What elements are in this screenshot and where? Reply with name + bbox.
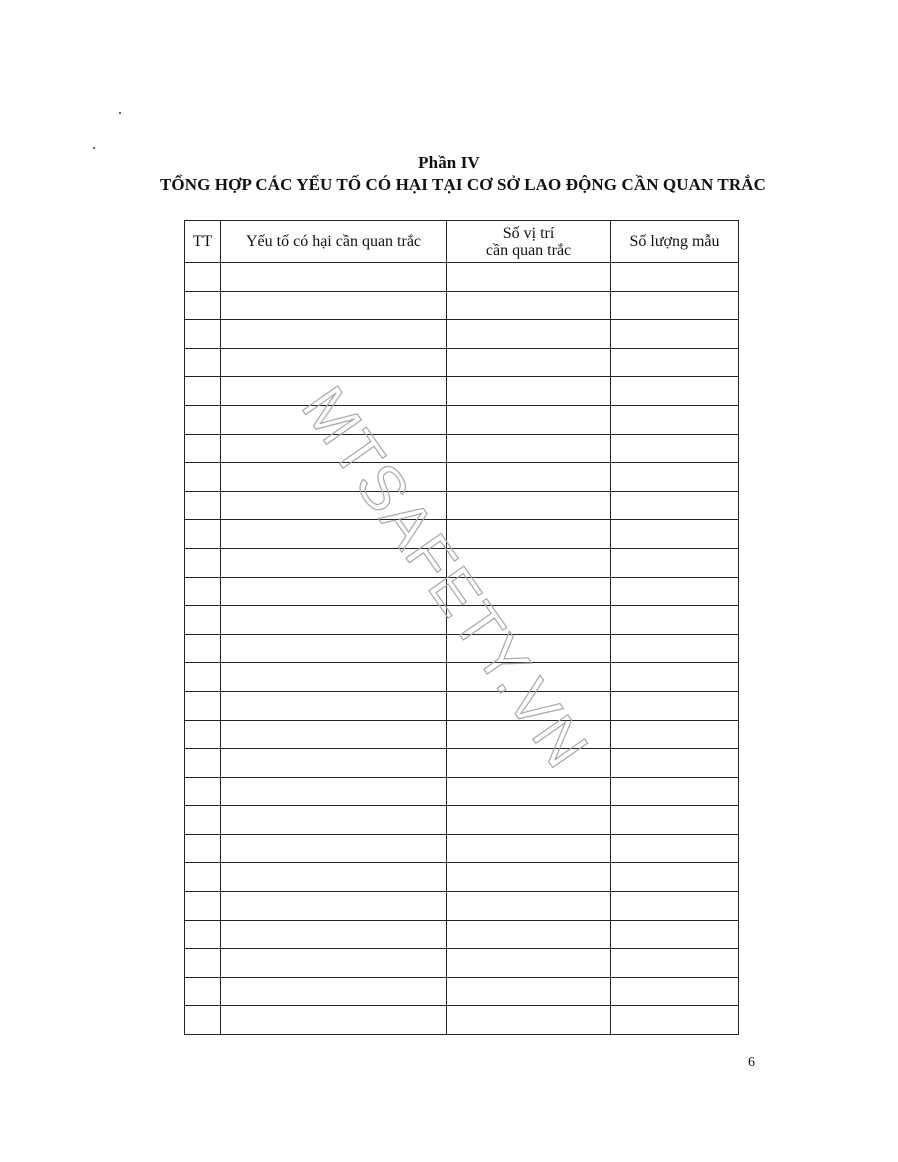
cell-tt <box>185 1006 221 1035</box>
cell-harmful-factor <box>221 777 447 806</box>
document-title: TỔNG HỢP CÁC YẾU TỐ CÓ HẠI TẠI CƠ SỞ LAO ĐỘNG CẦN QUAN TRẮC <box>159 175 766 194</box>
cell-tt <box>185 977 221 1006</box>
cell-sample-count <box>611 548 739 577</box>
header-positions <box>447 221 611 263</box>
cell-harmful-factor <box>221 491 447 520</box>
cell-harmful-factor <box>221 405 447 434</box>
table-row <box>185 634 739 663</box>
cell-harmful-factor <box>221 949 447 978</box>
table-row <box>185 548 739 577</box>
cell-harmful-factor <box>221 548 447 577</box>
cell-sample-count <box>611 348 739 377</box>
cell-positions <box>447 920 611 949</box>
cell-positions <box>447 434 611 463</box>
table-row <box>185 520 739 549</box>
cell-positions <box>447 977 611 1006</box>
cell-sample-count <box>611 463 739 492</box>
cell-sample-count <box>611 634 739 663</box>
cell-tt <box>185 520 221 549</box>
table-row <box>185 1006 739 1035</box>
cell-positions <box>447 348 611 377</box>
cell-harmful-factor <box>221 977 447 1006</box>
cell-sample-count <box>611 405 739 434</box>
cell-sample-count <box>611 920 739 949</box>
cell-harmful-factor <box>221 348 447 377</box>
monitoring-factors-table <box>184 220 739 1035</box>
table-row <box>185 892 739 921</box>
cell-harmful-factor <box>221 320 447 349</box>
table-row <box>185 920 739 949</box>
table-row <box>185 606 739 635</box>
cell-sample-count <box>611 977 739 1006</box>
scan-speck <box>119 112 121 114</box>
cell-tt <box>185 749 221 778</box>
section-heading: Phần IV <box>418 153 480 172</box>
cell-tt <box>185 634 221 663</box>
table-body <box>185 263 739 1035</box>
cell-harmful-factor <box>221 834 447 863</box>
table-row <box>185 491 739 520</box>
table-row <box>185 749 739 778</box>
cell-harmful-factor <box>221 577 447 606</box>
header-positions-line1: Số vị trí <box>502 224 555 242</box>
table-row <box>185 348 739 377</box>
cell-tt <box>185 434 221 463</box>
cell-sample-count <box>611 520 739 549</box>
cell-harmful-factor <box>221 806 447 835</box>
cell-sample-count <box>611 691 739 720</box>
cell-sample-count <box>611 720 739 749</box>
cell-harmful-factor <box>221 291 447 320</box>
table-row <box>185 577 739 606</box>
cell-positions <box>447 663 611 692</box>
cell-positions <box>447 806 611 835</box>
header-tt: TT <box>185 221 221 263</box>
cell-positions <box>447 291 611 320</box>
cell-sample-count <box>611 320 739 349</box>
cell-sample-count <box>611 434 739 463</box>
table-row <box>185 949 739 978</box>
scan-speck <box>93 147 95 149</box>
cell-sample-count <box>611 806 739 835</box>
cell-harmful-factor <box>221 920 447 949</box>
cell-tt <box>185 405 221 434</box>
cell-tt <box>185 263 221 292</box>
cell-tt <box>185 463 221 492</box>
table-row <box>185 405 739 434</box>
cell-sample-count <box>611 749 739 778</box>
table-row <box>185 291 739 320</box>
cell-positions <box>447 263 611 292</box>
table-row <box>185 463 739 492</box>
cell-harmful-factor <box>221 634 447 663</box>
cell-sample-count <box>611 606 739 635</box>
header-harmful-factor: Yếu tố có hại cần quan trắc <box>221 221 447 263</box>
cell-harmful-factor <box>221 663 447 692</box>
page-number: 6 <box>748 1055 755 1070</box>
cell-positions <box>447 834 611 863</box>
cell-tt <box>185 892 221 921</box>
cell-sample-count <box>611 1006 739 1035</box>
cell-positions <box>447 377 611 406</box>
header-sample-count: Số lượng mẫu <box>611 221 739 263</box>
cell-positions <box>447 577 611 606</box>
table-row <box>185 834 739 863</box>
cell-tt <box>185 491 221 520</box>
cell-tt <box>185 606 221 635</box>
cell-positions <box>447 463 611 492</box>
cell-harmful-factor <box>221 720 447 749</box>
cell-positions <box>447 405 611 434</box>
cell-positions <box>447 949 611 978</box>
cell-sample-count <box>611 863 739 892</box>
cell-harmful-factor <box>221 520 447 549</box>
cell-sample-count <box>611 663 739 692</box>
table-row <box>185 977 739 1006</box>
cell-positions <box>447 320 611 349</box>
table-row <box>185 777 739 806</box>
cell-tt <box>185 377 221 406</box>
cell-positions <box>447 720 611 749</box>
cell-positions <box>447 863 611 892</box>
cell-harmful-factor <box>221 1006 447 1035</box>
cell-tt <box>185 777 221 806</box>
cell-sample-count <box>611 377 739 406</box>
cell-harmful-factor <box>221 377 447 406</box>
cell-tt <box>185 348 221 377</box>
cell-positions <box>447 520 611 549</box>
cell-tt <box>185 291 221 320</box>
cell-harmful-factor <box>221 606 447 635</box>
cell-tt <box>185 577 221 606</box>
cell-tt <box>185 720 221 749</box>
table-row <box>185 434 739 463</box>
cell-harmful-factor <box>221 749 447 778</box>
cell-tt <box>185 548 221 577</box>
table-row <box>185 691 739 720</box>
cell-tt <box>185 806 221 835</box>
cell-sample-count <box>611 777 739 806</box>
cell-positions <box>447 548 611 577</box>
cell-harmful-factor <box>221 463 447 492</box>
cell-harmful-factor <box>221 691 447 720</box>
table-row <box>185 263 739 292</box>
cell-tt <box>185 834 221 863</box>
cell-sample-count <box>611 949 739 978</box>
table-header-row <box>185 221 739 263</box>
cell-positions <box>447 777 611 806</box>
cell-tt <box>185 863 221 892</box>
cell-positions <box>447 749 611 778</box>
cell-tt <box>185 691 221 720</box>
cell-harmful-factor <box>221 434 447 463</box>
watermark: MTSAFETY.VN <box>288 374 602 782</box>
table-row <box>185 863 739 892</box>
cell-sample-count <box>611 577 739 606</box>
table-row <box>185 720 739 749</box>
cell-positions <box>447 634 611 663</box>
cell-tt <box>185 320 221 349</box>
cell-positions <box>447 892 611 921</box>
header-positions-line2: cần quan trắc <box>485 241 572 259</box>
cell-sample-count <box>611 491 739 520</box>
cell-sample-count <box>611 892 739 921</box>
cell-harmful-factor <box>221 892 447 921</box>
table-row <box>185 377 739 406</box>
cell-tt <box>185 920 221 949</box>
cell-harmful-factor <box>221 863 447 892</box>
cell-sample-count <box>611 291 739 320</box>
table-row <box>185 320 739 349</box>
cell-positions <box>447 606 611 635</box>
cell-harmful-factor <box>221 263 447 292</box>
table-row <box>185 806 739 835</box>
cell-sample-count <box>611 834 739 863</box>
cell-sample-count <box>611 263 739 292</box>
cell-tt <box>185 949 221 978</box>
cell-tt <box>185 663 221 692</box>
cell-positions <box>447 491 611 520</box>
cell-positions <box>447 1006 611 1035</box>
cell-positions <box>447 691 611 720</box>
table-row <box>185 663 739 692</box>
